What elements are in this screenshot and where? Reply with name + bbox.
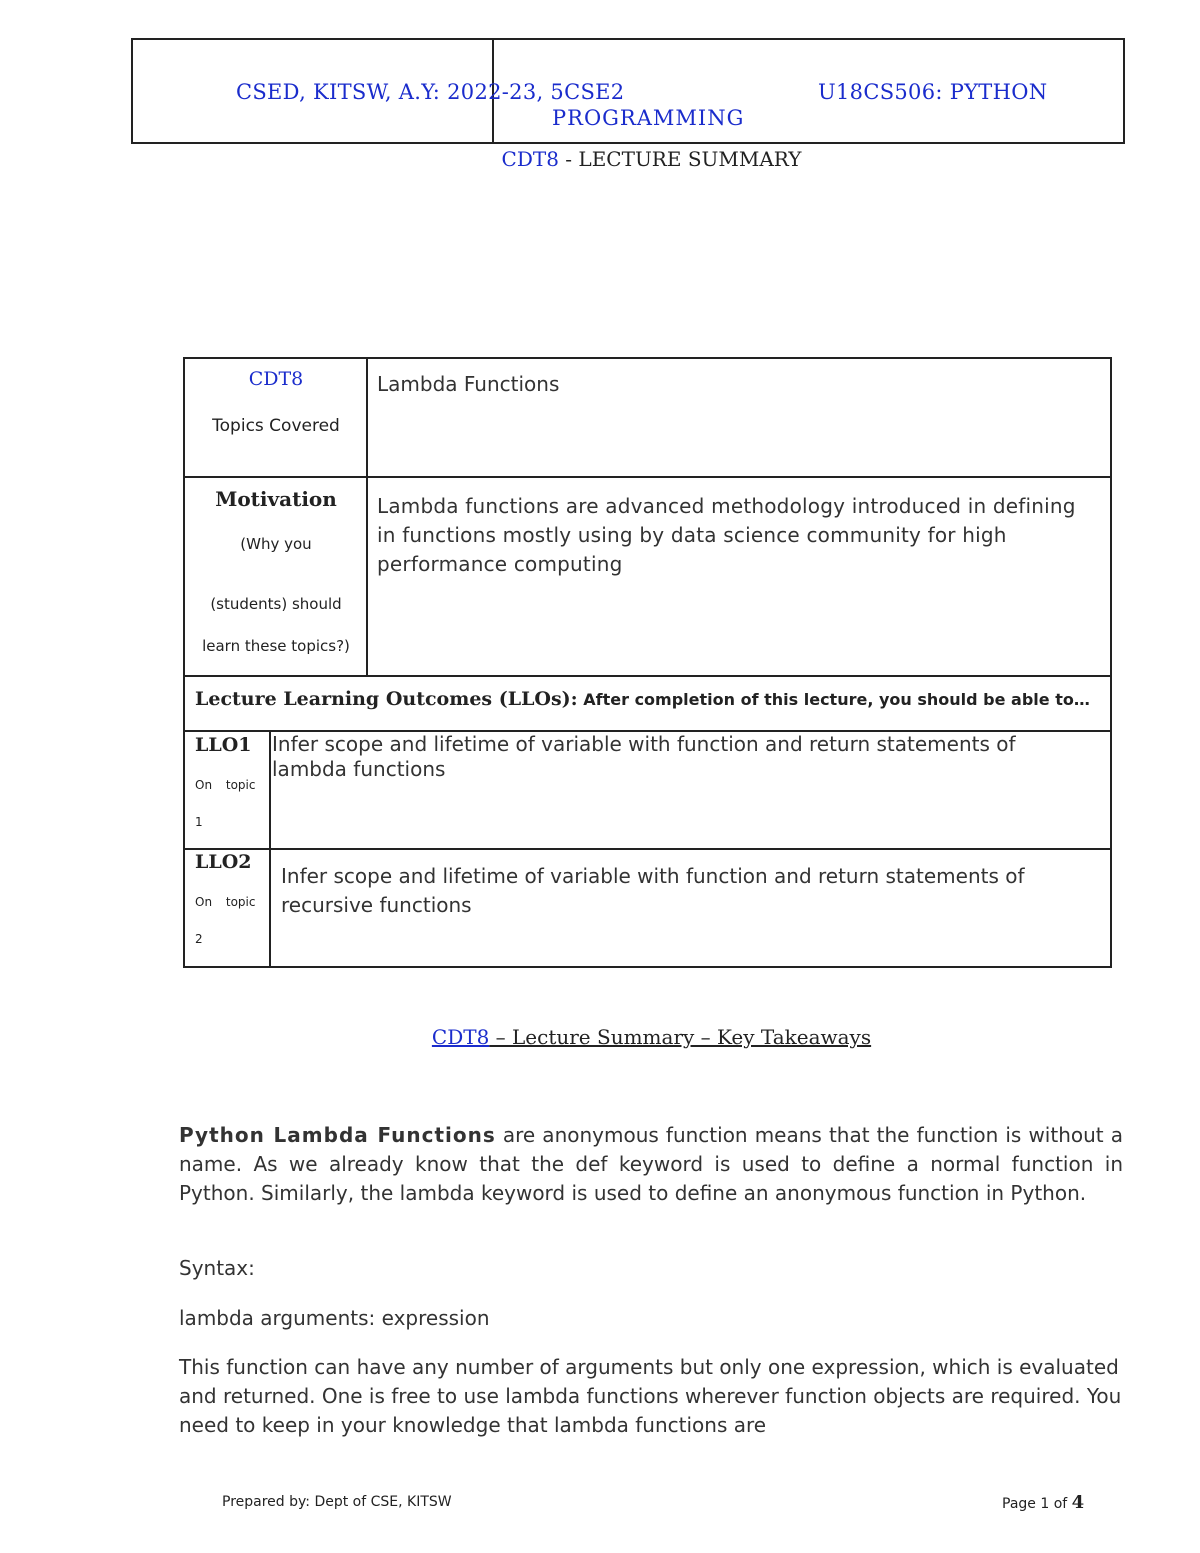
summary-title <box>0 147 1200 171</box>
table-border <box>269 730 271 968</box>
llo1-topic-number: 1 <box>195 815 203 829</box>
motivation-sub-1: (Why you <box>240 535 312 553</box>
footer-prepared-by: Prepared by: Dept of CSE, KITSW <box>222 1494 452 1510</box>
key-takeaways-rest: – Lecture Summary – Key Takeaways <box>489 1025 872 1049</box>
table-border <box>366 357 368 677</box>
summary-title-rest: - LECTURE SUMMARY <box>558 147 802 171</box>
topics-value: Lambda Functions <box>377 372 560 396</box>
table-border <box>183 966 1112 968</box>
table-border <box>183 675 1112 677</box>
footer-page-total: 4 <box>1071 1492 1085 1513</box>
header-right: U18CS506: PYTHON <box>818 80 1048 104</box>
paragraph-lambda-intro <box>179 1121 1123 1208</box>
paragraph-lambda-intro-text: are anonymous function means that the function is without a name. As we already know that the def keyword is used to define a normal function in Python. Similarly, the lambda keyword is used to define an anonymous function in Python. <box>179 1123 1123 1205</box>
footer-page-current: 1 <box>1040 1496 1050 1512</box>
motivation-label: Motivation <box>215 487 337 511</box>
table-border <box>183 848 1112 850</box>
footer-page-label: Page <box>1002 1496 1041 1512</box>
llo-header-subtitle: After completion of this lecture, you should be able to… <box>577 690 1090 709</box>
llo-header <box>195 688 1090 710</box>
syntax-label: Syntax: <box>179 1256 255 1280</box>
llo1-text: Infer scope and lifetime of variable with function and return statements of lambda functions <box>272 732 1016 781</box>
paragraph-lambda-details: This function can have any number of arguments but only one expression, which is evaluated and returned. One is free to use lambda functions wherever function objects are required. You need to keep in your knowledge that lambda functions are <box>179 1355 1122 1437</box>
summary-title-code: CDT8 <box>501 147 559 171</box>
llo2-id: LLO2 <box>195 851 252 873</box>
llo1-id: LLO1 <box>195 734 252 756</box>
key-takeaways-link[interactable]: CDT8 <box>431 1025 490 1049</box>
footer-page-number <box>1002 1492 1084 1513</box>
table-border <box>183 357 185 968</box>
llo2-on-topic: On topic <box>195 895 256 909</box>
motivation-sub-3: learn these topics?) <box>202 637 350 655</box>
motivation-sub-2: (students) should <box>210 595 342 613</box>
llo-header-title: Lecture Learning Outcomes (LLOs): <box>195 688 578 710</box>
paragraph-bold-term: Python Lambda Functions <box>179 1123 496 1147</box>
footer-of-label: of <box>1049 1496 1072 1512</box>
table-border <box>183 476 1112 478</box>
topics-label: Topics Covered <box>212 416 340 436</box>
llo2-topic-number: 2 <box>195 932 203 946</box>
table-border <box>1110 357 1112 968</box>
motivation-value: Lambda functions are advanced methodology introduced in defining in functions mostly using by data science community for high performance computing <box>377 494 1076 576</box>
header-left: CSED, KITSW, A.Y: 2022-23, 5CSE2 <box>236 80 625 104</box>
llo1-on-topic: On topic <box>195 778 256 792</box>
llo2-text: Infer scope and lifetime of variable with function and return statements of recursive functions <box>281 864 1025 917</box>
topics-code: CDT8 <box>248 368 304 390</box>
syntax-value: lambda arguments: expression <box>179 1306 490 1330</box>
header-right-continued: PROGRAMMING <box>552 106 745 130</box>
table-border <box>183 357 1112 359</box>
key-takeaways-title <box>0 1025 1200 1049</box>
